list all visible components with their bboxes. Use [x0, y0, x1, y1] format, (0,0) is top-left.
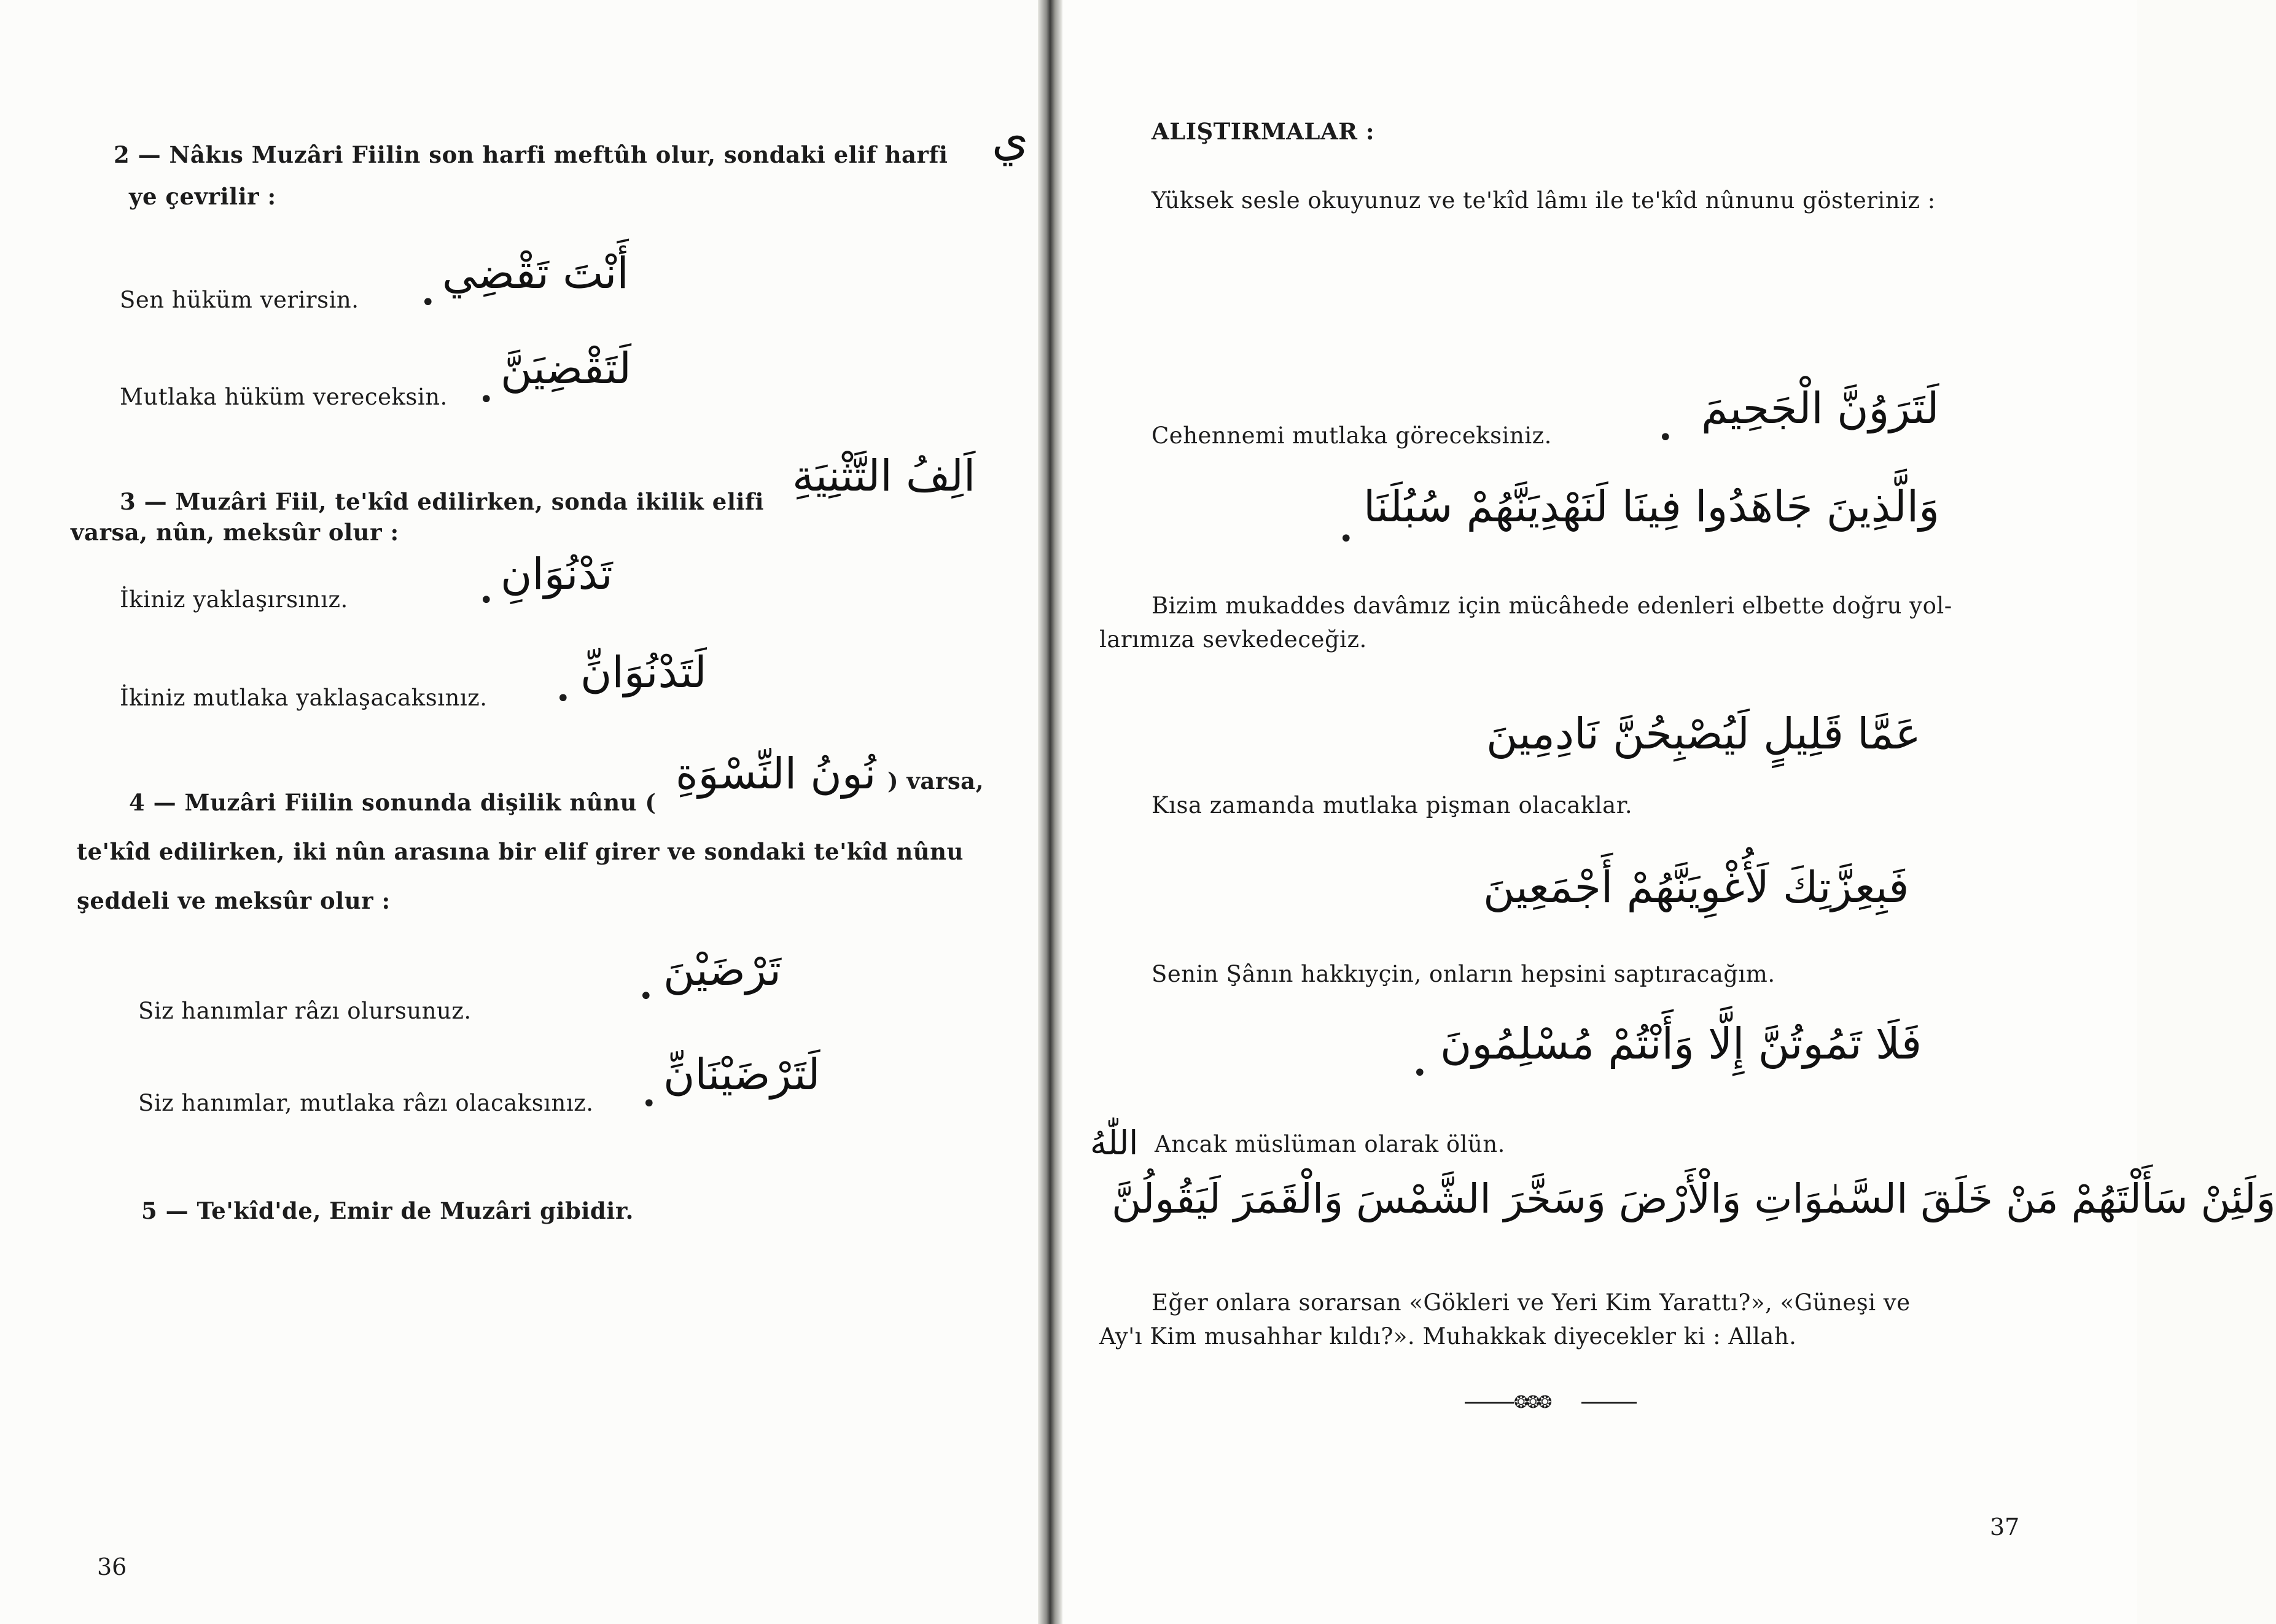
ex-ikiniz1-tr: İkiniz yaklaşırsınız. — [120, 586, 348, 613]
ex-siz2-ar: لَتَرْضَيْنَانِّ — [663, 1049, 820, 1100]
ex-siz1-ar: تَرْضَيْنَ — [663, 945, 781, 995]
ornament-divider: ❂❂❂ — [1465, 1394, 1637, 1412]
ex1-ar: لَتَرَوُنَّ الْجَحِيمَ — [1701, 383, 1939, 433]
ex2-tr-line2: larımıza sevkedeceğiz. — [1099, 626, 1367, 653]
item4-line3: şeddeli ve meksûr olur : — [77, 887, 391, 914]
separator-dot: • — [639, 982, 653, 1011]
item2-line2: ye çevrilir : — [129, 183, 276, 210]
item3-line1: 3 — Muzâri Fiil, te'kîd edilirken, sonda ikilik elifi — [120, 488, 764, 515]
ex1-tr: Cehennemi mutlaka göreceksiniz. — [1152, 422, 1552, 449]
ex3-ar: عَمَّا قَلِيلٍ لَيُصْبِحُنَّ نَادِمِينَ — [1486, 709, 1921, 759]
page-number-left: 36 — [97, 1553, 127, 1580]
ex2-tr-line1: Bizim mukaddes davâmız için mücâhede edenleri elbette doğru yol- — [1152, 592, 1952, 619]
exercises-instruction: Yüksek sesle okuyunuz ve te'kîd lâmı ile te'kîd nûnunu gösteriniz : — [1152, 187, 1936, 214]
ex2-ar: وَالَّذِينَ جَاهَدُوا فِينَا لَنَهْدِيَنَّهُمْ سُبُلَنَا — [1363, 481, 1939, 532]
ex5-ar: فَلَا تَمُوتُنَّ إِلَّا وَأَنْتُمْ مُسْلِمُونَ — [1440, 1019, 1922, 1069]
ex-siz2-tr: Siz hanımlar, mutlaka râzı olacaksınız. — [138, 1090, 594, 1116]
exercises-heading: ALIŞTIRMALAR : — [1152, 118, 1375, 145]
arabic-letter-ya: ي — [992, 111, 1029, 166]
ex-sen-tr: Sen hüküm verirsin. — [120, 287, 359, 313]
ex-ikiniz1-ar: تَدْنُوَانِ — [501, 549, 613, 599]
ex-ikiniz2-tr: İkiniz mutlaka yaklaşacaksınız. — [120, 685, 488, 711]
item4-line2: te'kîd edilirken, iki nûn arasına bir elif girer ve sondaki te'kîd nûnu — [77, 838, 964, 865]
ex4-tr: Senin Şânın hakkıyçin, onların hepsini saptıracağım. — [1152, 961, 1775, 987]
ex6-ar: وَلَئِنْ سَأَلْتَهُمْ مَنْ خَلَقَ السَّمٰوَاتِ وَالْأَرْضَ وَسَخَّرَ الشَّمْسَ وَالْقَمَرَ لَيَقُولُنَّ — [1112, 1175, 2276, 1222]
separator-dot: • — [1339, 525, 1354, 553]
ex6-tr-line1: Eğer onlara sorarsan «Gökleri ve Yeri Kim Yarattı?», «Güneşi ve — [1152, 1289, 1911, 1316]
ex-sen-ar: أَنْتَ تَقْضِي — [442, 248, 629, 298]
item2-line1: 2 — Nâkıs Muzâri Fiilin son harfi meftûh olur, sondaki elif harfi — [114, 141, 948, 168]
separator-dot: • — [479, 586, 494, 615]
item3-ar: اَلِفُ التَّثْنِيَةِ — [792, 451, 976, 501]
item5: 5 — Te'kîd'de, Emir de Muzâri gibidir. — [141, 1197, 634, 1224]
separator-dot: • — [1658, 424, 1673, 452]
separator-dot: • — [556, 685, 571, 713]
item3-line2: varsa, nûn, meksûr olur : — [71, 519, 399, 546]
ex4-ar: فَبِعِزَّتِكَ لَأُغْوِيَنَّهُمْ أَجْمَعِينَ — [1483, 862, 1909, 912]
separator-dot: • — [421, 289, 435, 317]
separator-dot: • — [479, 386, 494, 414]
ex5-tr: Ancak müslüman olarak ölün. — [1155, 1131, 1505, 1157]
ex6-ar-allah: اللّٰهُ — [1090, 1124, 1139, 1162]
item4-line1-start: 4 — Muzâri Fiilin sonunda dişilik nûnu ( — [129, 789, 657, 816]
ex-mutlaka-ar: لَتَقْضِيَنَّ — [501, 343, 631, 394]
ex3-tr: Kısa zamanda mutlaka pişman olacaklar. — [1152, 792, 1633, 818]
separator-dot: • — [1413, 1059, 1427, 1087]
ex-siz1-tr: Siz hanımlar râzı olursunuz. — [138, 998, 472, 1024]
ex-mutlaka-tr: Mutlaka hüküm vereceksin. — [120, 384, 448, 410]
page-number-right: 37 — [1990, 1513, 2020, 1540]
item4-line1-end: ) varsa, — [887, 767, 984, 795]
item4-ar: نُونُ النِّسْوَةِ — [676, 748, 876, 799]
ex6-tr-line2: Ay'ı Kim musahhar kıldı?». Muhakkak diyecekler ki : Allah. — [1099, 1323, 1797, 1350]
separator-dot: • — [642, 1090, 657, 1118]
ex-ikiniz2-ar: لَتَدْنُوَانِّ — [580, 647, 707, 697]
book-spine — [1038, 0, 1062, 1624]
